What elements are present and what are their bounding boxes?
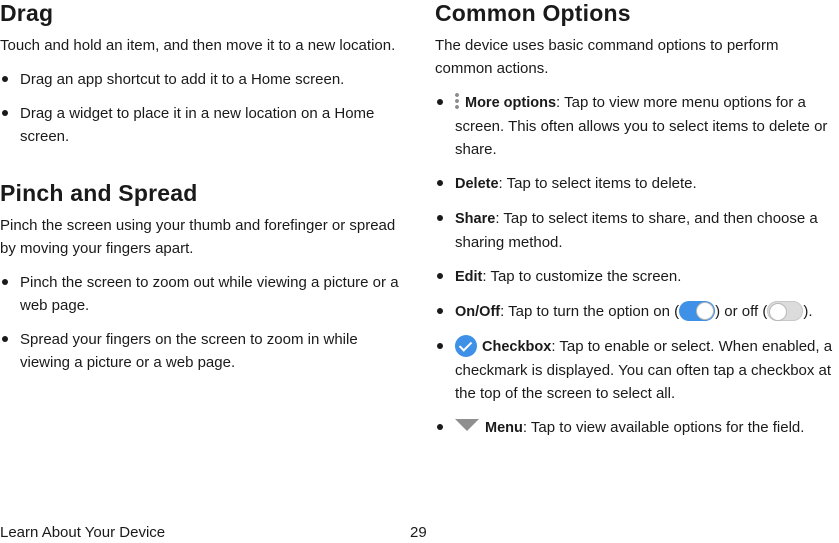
bullet-icon xyxy=(2,336,8,342)
pinch-bullets xyxy=(0,271,410,374)
list-item: Edit: Tap to customize the screen. xyxy=(435,265,839,289)
list-item: Pinch the screen to zoom out while viewing a picture or a web page. xyxy=(0,271,410,317)
list-item: Share: Tap to select items to share, and then choose a sharing method. xyxy=(435,207,839,254)
bullet-icon xyxy=(437,180,443,186)
list-item: Menu: Tap to view available options for the field. xyxy=(435,416,839,440)
onoff-term: On/Off xyxy=(455,304,501,320)
drag-heading: Drag xyxy=(0,0,54,26)
list-item: Delete: Tap to select items to delete. xyxy=(435,172,839,196)
pinch-intro: Pinch the screen using your thumb and forefinger or spread by moving your fingers apart. xyxy=(0,217,396,257)
bullet-icon xyxy=(437,99,443,105)
drag-bullets xyxy=(0,68,410,148)
more-options-term: More options xyxy=(465,95,557,111)
bullet-icon xyxy=(437,215,443,221)
bullet-icon xyxy=(2,76,8,82)
edit-term: Edit xyxy=(455,269,483,285)
bullet-icon xyxy=(437,308,443,314)
common-options-intro: The device uses basic command options to perform common actions. xyxy=(435,37,779,77)
delete-term: Delete xyxy=(455,176,499,192)
dropdown-triangle-icon xyxy=(455,419,479,431)
toggle-off-icon xyxy=(767,301,803,321)
footer-section-title: Learn About Your Device xyxy=(0,524,166,541)
bullet-icon xyxy=(2,279,8,285)
common-options-section xyxy=(435,0,839,440)
list-item: More options: Tap to view more menu options for a screen. This often allows you to select items to delete or share. xyxy=(435,91,839,161)
checkbox-icon xyxy=(455,335,477,357)
bullet-icon xyxy=(437,424,443,430)
pinch-heading: Pinch and Spread xyxy=(0,180,198,206)
bullet-icon xyxy=(437,273,443,279)
list-item: Checkbox: Tap to enable or select. When enabled, a checkmark is displayed. You can often tap a checkbox at the top of the screen to select all. xyxy=(435,335,839,405)
common-options-list xyxy=(435,91,839,440)
menu-term: Menu xyxy=(485,420,523,436)
share-term: Share xyxy=(455,211,496,227)
drag-intro: Touch and hold an item, and then move it to a new location. xyxy=(0,37,396,54)
list-item: On/Off: Tap to turn the option on ( ) or off ( ). xyxy=(435,300,839,324)
toggle-on-icon xyxy=(679,301,715,321)
common-options-heading: Common Options xyxy=(435,0,631,26)
more-options-icon xyxy=(455,92,459,110)
list-item: Spread your fingers on the screen to zoom in while viewing a picture or a web page. xyxy=(0,328,410,374)
right-column xyxy=(435,0,839,440)
bullet-icon xyxy=(437,343,443,349)
list-item: Drag an app shortcut to add it to a Home screen. xyxy=(0,68,410,91)
left-column xyxy=(0,0,410,374)
bullet-icon xyxy=(2,110,8,116)
pinch-section xyxy=(0,180,410,374)
list-item: Drag a widget to place it in a new location on a Home screen. xyxy=(0,102,410,148)
page-number: 29 xyxy=(410,524,427,541)
checkbox-term: Checkbox xyxy=(482,339,552,355)
drag-section xyxy=(0,0,410,148)
